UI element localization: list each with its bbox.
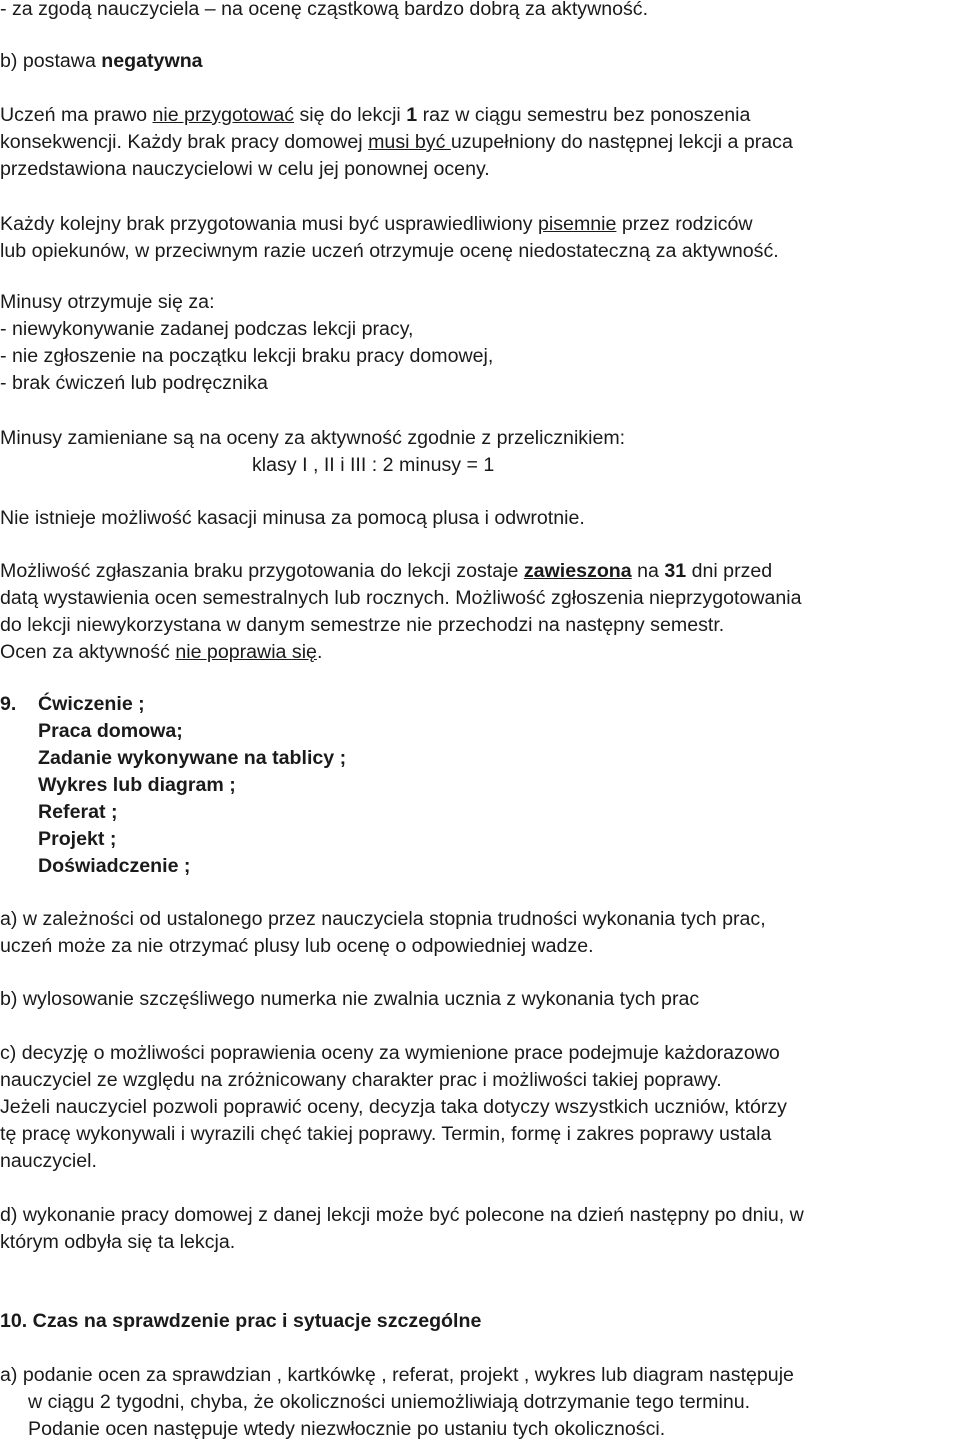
list-item: - niewykonywanie zadanej podczas lekcji pracy,: [0, 318, 414, 340]
text-line: nauczyciel ze względu na zróżnicowany charakter prac i możliwości takiej poprawy.: [0, 1069, 722, 1091]
text-line: Podanie ocen następuje wtedy niezwłocznie po ustaniu tych okoliczności.: [28, 1418, 666, 1440]
paragraph-d: [0, 1202, 960, 1256]
list-item: - nie zgłoszenie na początku lekcji braku pracy domowej,: [0, 345, 494, 367]
section-9-item: Doświadczenie ;: [38, 855, 191, 877]
text-line: którym odbyła się ta lekcja.: [0, 1231, 236, 1253]
conversion-rule: klasy I , II i III : 2 minusy = 1: [252, 454, 495, 476]
bold-underlined-text: zawieszona: [523, 560, 632, 582]
paragraph-aktywnosc-tail: [0, 0, 960, 23]
paragraph-b: [0, 986, 960, 1013]
paragraph-c: [0, 1040, 960, 1175]
section-9-item: Wykres lub diagram ;: [38, 774, 236, 796]
text-line: d) wykonanie pracy domowej z danej lekcji może być polecone na dzień następny po dniu, w: [0, 1204, 804, 1226]
underlined-text: pisemnie: [538, 213, 617, 235]
list-minusy: [0, 289, 960, 397]
bold-text: 1: [406, 104, 418, 126]
text-line: datą wystawienia ocen semestralnych lub rocznych. Możliwość zgłoszenia nieprzygotowania: [0, 587, 802, 609]
bold-text: 31: [664, 560, 687, 582]
text-line: do lekcji niewykorzystana w danym semestrze nie przechodzi na następny semestr.: [0, 614, 725, 636]
section-9-item: Referat ;: [38, 801, 118, 823]
text-line: w ciągu 2 tygodni, chyba, że okoliczności uniemożliwiają dotrzymanie tego terminu.: [28, 1391, 751, 1413]
paragraph-usprawiedliwienie: Każdy kolejny brak przygotowania musi być usprawiedliwiony pisemnie przez rodziców lub opiekunów, w przeciwnym razie uczeń otrzymuje ocenę niedostateczną za aktywność.: [0, 211, 960, 265]
text-line: Jeżeli nauczyciel pozwoli poprawić oceny, decyzja taka dotyczy wszystkich uczniów, którzy: [0, 1096, 787, 1118]
text-line: a) podanie ocen za sprawdzian , kartkówkę , referat, projekt , wykres lub diagram następuje: [0, 1364, 794, 1386]
underlined-text: nie przygotować: [152, 104, 295, 126]
text-line: Minusy zamieniane są na oceny za aktywność zgodnie z przelicznikiem:: [0, 427, 626, 449]
paragraph-zawieszenie: Możliwość zgłaszania braku przygotowania do lekcji zostaje zawieszona na 31 dni przed datą wystawienia ocen semestralnych lub rocznych. Możliwość zgłoszenia nieprzygotowania do lekcji niewykorzystana w danym semestrze nie przechodzi na następny semestr. Ocen za aktywność nie poprawia się.: [0, 558, 960, 666]
underlined-text: nie poprawia się: [175, 641, 317, 663]
paragraph-e: [0, 1362, 960, 1443]
section-number: 9.: [0, 693, 17, 715]
list-item: - brak ćwiczeń lub podręcznika: [0, 372, 268, 394]
section-10-heading: [0, 1308, 960, 1335]
bold-text: negatywna: [101, 50, 203, 72]
underlined-text: musi być: [368, 131, 451, 153]
text-line: tę pracę wykonywali i wyrazili chęć takiej poprawy. Termin, formę i zakres poprawy ustala: [0, 1123, 772, 1145]
paragraph-nieprzygotowanie: Uczeń ma prawo nie przygotować się do lekcji 1 raz w ciągu semestru bez ponoszenia konsekwencji. Każdy brak pracy domowej musi być uzupełniony do następnej lekcji a praca przedstawiona nauczycielowi w celu jej ponownej oceny.: [0, 102, 960, 183]
text-line: - za zgodą nauczyciela – na ocenę cząstkową bardzo dobrą za aktywność.: [0, 0, 649, 20]
section-9: [0, 691, 960, 880]
text-line: przedstawiona nauczycielowi w celu jej ponownej oceny.: [0, 158, 490, 180]
text-line: Nie istnieje możliwość kasacji minusa za pomocą plusa i odwrotnie.: [0, 507, 585, 529]
text-line: uczeń może za nie otrzymać plusy lub ocenę o odpowiedniej wadze.: [0, 935, 594, 957]
section-title: 10. Czas na sprawdzenie prac i sytuacje szczególne: [0, 1310, 482, 1332]
section-9-item: Projekt ;: [38, 828, 117, 850]
paragraph-kasacja: [0, 505, 960, 532]
section-9-item: Ćwiczenie ;: [38, 693, 145, 715]
section-9-item: Praca domowa;: [38, 720, 183, 742]
heading-postawa-negatywna: b) postawa negatywna: [0, 50, 203, 72]
section-9-item: Zadanie wykonywane na tablicy ;: [38, 747, 347, 769]
paragraph-a: [0, 906, 960, 960]
text-line: lub opiekunów, w przeciwnym razie uczeń otrzymuje ocenę niedostateczną za aktywność.: [0, 240, 779, 262]
list-title: Minusy otrzymuje się za:: [0, 291, 215, 313]
text-line: c) decyzję o możliwości poprawienia oceny za wymienione prace podejmuje każdorazowo: [0, 1042, 780, 1064]
text-line: b) wylosowanie szczęśliwego numerka nie zwalnia ucznia z wykonania tych prac: [0, 988, 700, 1010]
text-line: nauczyciel.: [0, 1150, 97, 1172]
paragraph-przelicznik: [0, 425, 960, 479]
text-line: a) w zależności od ustalonego przez nauczyciela stopnia trudności wykonania tych prac,: [0, 908, 766, 930]
